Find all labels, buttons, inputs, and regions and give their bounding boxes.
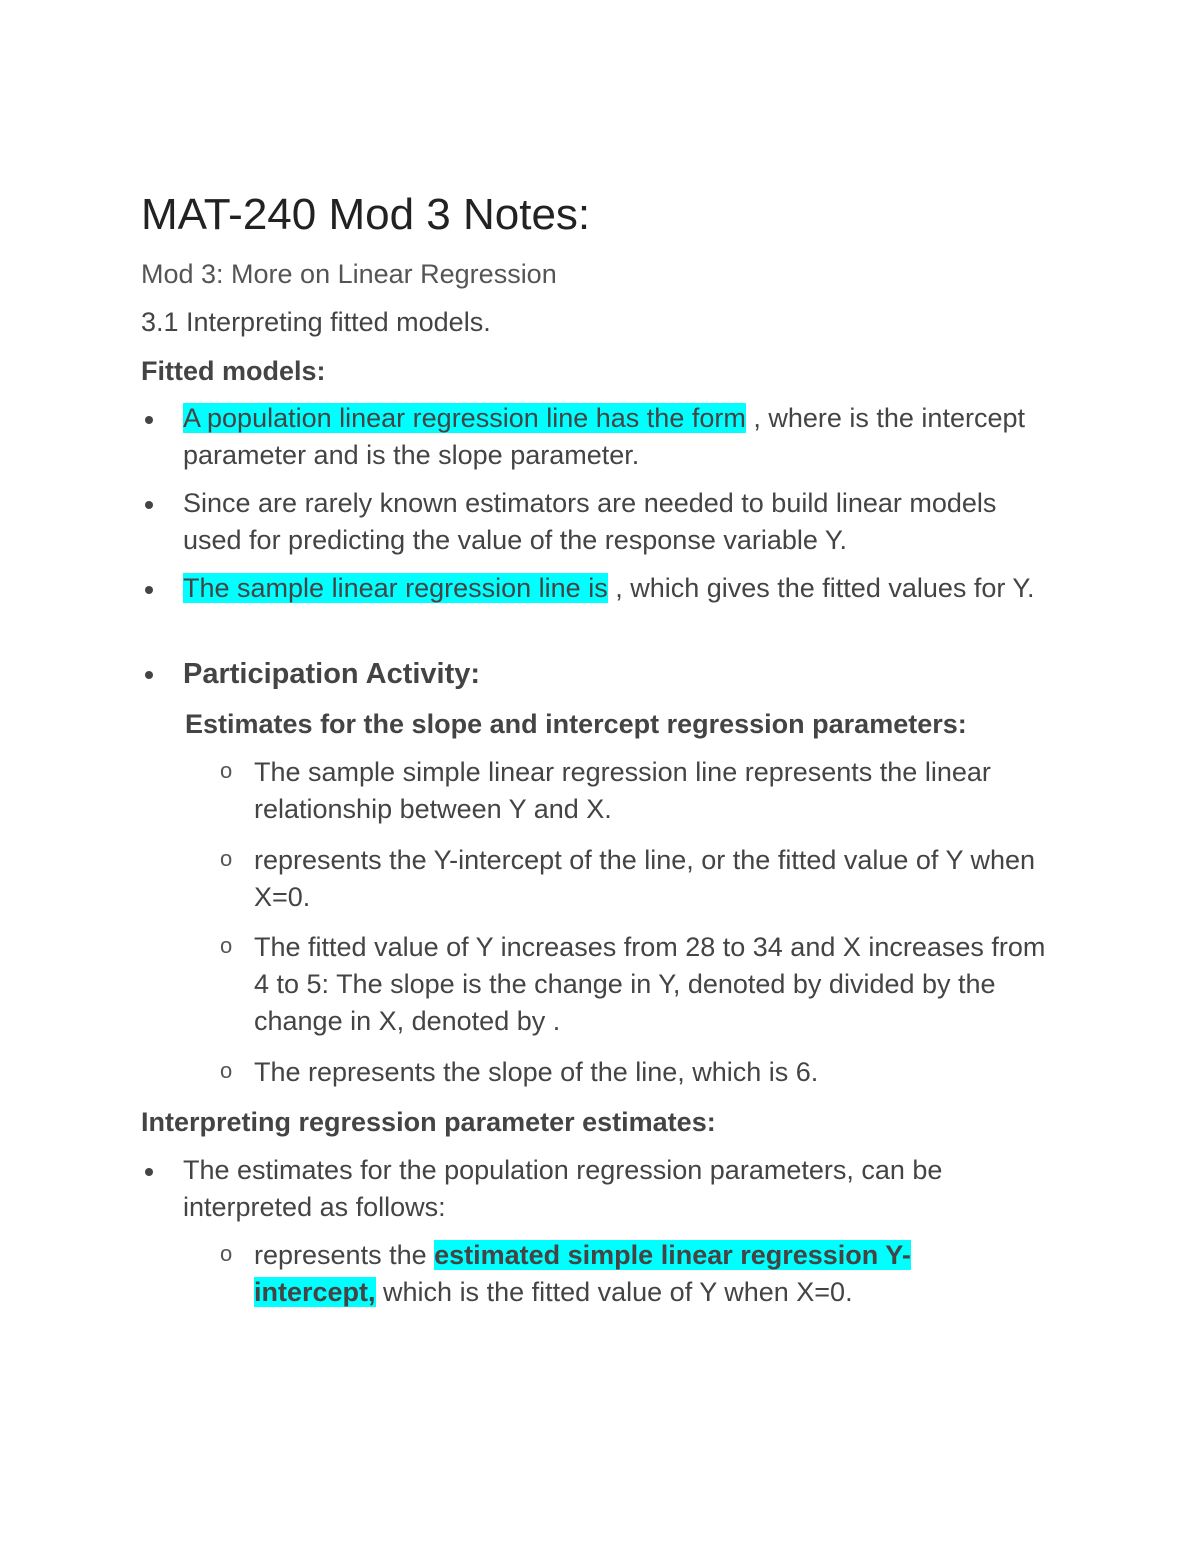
text-span: represents the <box>254 1240 435 1270</box>
sub-list-item-text: The represents the slope of the line, which is 6. <box>254 1057 819 1087</box>
ring-bullet-icon: o <box>220 933 233 958</box>
page-title: MAT-240 Mod 3 Notes: <box>141 190 591 239</box>
sub-list-item-text: The fitted value of Y increases from 28 to 34 and X increases from 4 to 5: The slope is the change in Y, denoted by divided by the change in X, denoted by . <box>254 932 1046 1036</box>
highlighted-text: The sample linear regression line is <box>183 573 608 603</box>
text-span: which is the fitted value of Y when X=0. <box>375 1277 853 1307</box>
list-item-text: Since are rarely known estimators are needed to build linear models used for predicting the value of the response variable Y. <box>183 488 997 555</box>
bullet-icon <box>145 671 153 679</box>
ring-bullet-icon: o <box>220 1241 233 1266</box>
highlighted-text: A population linear regression line has the form <box>183 403 746 433</box>
list-item <box>183 400 1043 474</box>
sub-list-item-text: represents the Y-intercept of the line, or the fitted value of Y when X=0. <box>254 845 1036 912</box>
sub-list-item-text <box>254 1237 994 1311</box>
subheading-estimates: Estimates for the slope and intercept regression parameters: <box>185 709 967 739</box>
ring-bullet-icon: o <box>220 758 233 783</box>
list-item-text: The estimates for the population regression parameters, can be interpreted as follows: <box>183 1155 943 1222</box>
heading-fitted-models: Fitted models: <box>141 356 326 386</box>
list-item <box>183 570 1053 607</box>
bullet-icon <box>145 586 153 594</box>
sub-list-item <box>220 929 1064 1040</box>
ring-bullet-icon: o <box>220 846 233 871</box>
list-item <box>183 1152 1043 1226</box>
ring-bullet-icon: o <box>220 1058 233 1083</box>
sub-list-item-text: The sample simple linear regression line represents the linear relationship between Y and X. <box>254 757 991 824</box>
bullet-icon <box>145 1168 153 1176</box>
section-title: 3.1 Interpreting fitted models. <box>141 307 491 337</box>
highlighted-text: estimated simple linear regression Y-intercept, <box>254 1240 911 1307</box>
participation-activity-label: Participation Activity: <box>183 658 481 690</box>
sub-list-item <box>220 754 1064 828</box>
module-title: Mod 3: More on Linear Regression <box>141 259 557 289</box>
sub-list-item <box>220 1237 994 1311</box>
sub-list-item <box>220 842 1054 916</box>
bullet-icon <box>145 501 153 509</box>
list-item <box>183 485 1043 559</box>
sub-list-item <box>220 1054 1064 1091</box>
list-item <box>183 656 1053 692</box>
bullet-icon <box>145 416 153 424</box>
heading-interpreting: Interpreting regression parameter estimates: <box>141 1107 716 1137</box>
list-item-text <box>183 400 1043 474</box>
text-span: , where is the intercept parameter and is the slope parameter. <box>183 403 1025 470</box>
text-span: , which gives the fitted values for Y. <box>607 573 1035 603</box>
list-item-text <box>183 570 1053 607</box>
